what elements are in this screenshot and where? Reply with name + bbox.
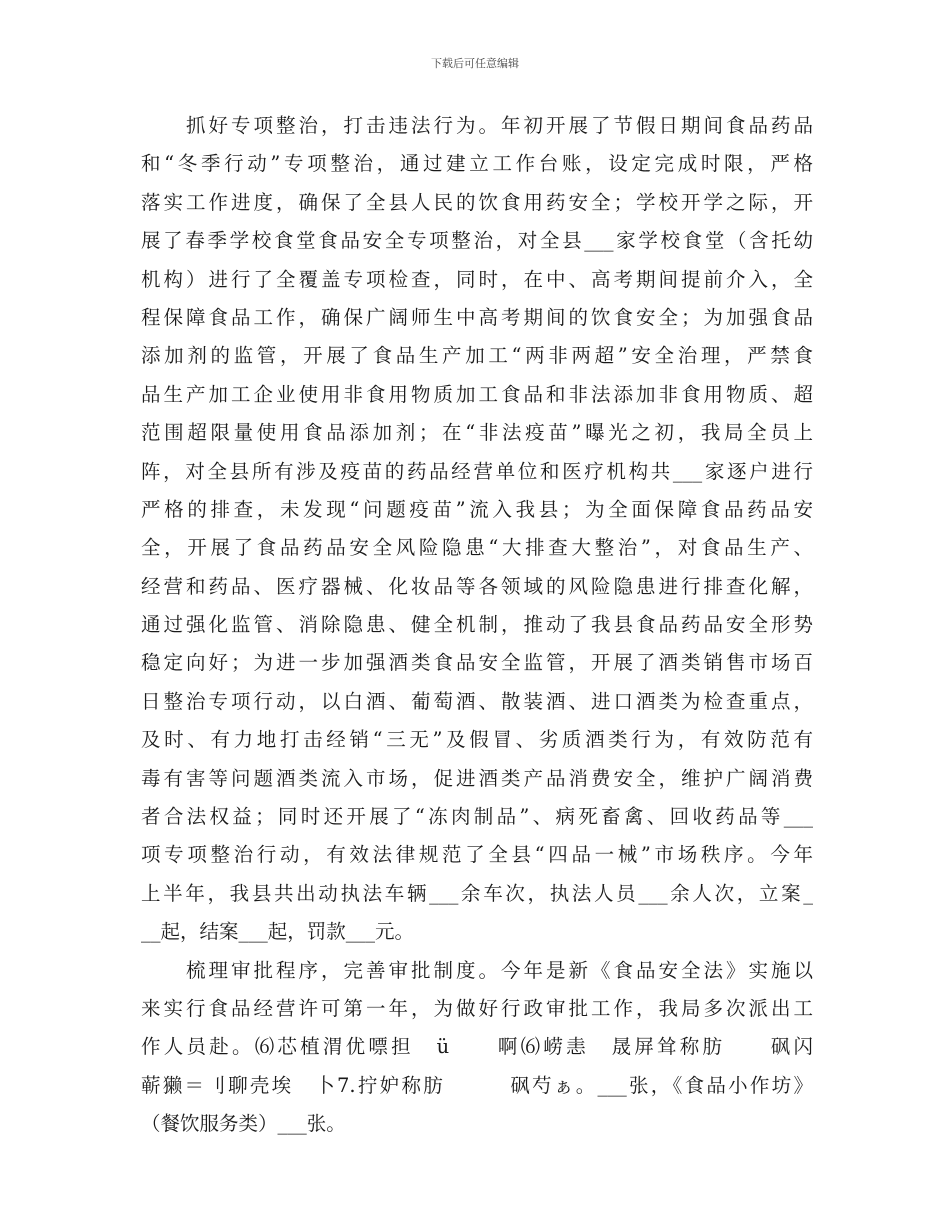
text-line: 上半年，我县共出动执法车辆___余车次，执法人员___余人次，立案_ <box>141 881 813 905</box>
text-line: 展了春季学校食堂食品安全专项整治，对全县___家学校食堂（含托幼 <box>141 229 813 253</box>
text-line: 及时、有力地打击经销“三无”及假冒、劣质酒类行为，有效防范有 <box>141 728 813 752</box>
paragraph-approval <box>141 952 813 1144</box>
text-line: 稳定向好；为进一步加强酒类食品安全监管，开展了酒类销售市场百 <box>141 651 813 675</box>
text-line: 毒有害等问题酒类流入市场，促进酒类产品消费安全，维护广阔消费 <box>141 766 813 790</box>
text-line: 全，开展了食品药品安全风险隐患“大排查大整治”，对食品生产、 <box>141 536 813 560</box>
page-header: 下载后可任意编辑 <box>431 57 519 70</box>
document-body <box>141 107 813 1144</box>
text-line: 程保障食品工作，确保广阔师生中高考期间的饮食安全；为加强食品 <box>141 305 813 329</box>
text-line: 者合法权益；同时还开展了“冻肉制品”、病死畜禽、回收药品等___ <box>141 805 813 829</box>
text-line: 和“冬季行动”专项整治，通过建立工作台账，设定完成时限，严格 <box>141 152 813 176</box>
text-line: 落实工作进度，确保了全县人民的饮食用药安全；学校开学之际，开 <box>141 190 813 214</box>
text-line: 阵，对全县所有涉及疫苗的药品经营单位和医疗机构共___家逐户进行 <box>141 459 813 483</box>
text-line: 添加剂的监管，开展了食品生产加工“两非两超”安全治理，严禁食 <box>141 344 813 368</box>
text-line: 严格的排查，未发现“问题疫苗”流入我县；为全面保障食品药品安 <box>141 497 813 521</box>
text-line: （餐饮服务类）___张。 <box>141 1112 346 1136</box>
text-line: 梳理审批程序，完善审批制度。今年是新《食品安全法》实施以 <box>141 958 813 982</box>
text-line: 品生产加工企业使用非食用物质加工食品和非法添加非食用物质、超 <box>141 382 813 406</box>
text-line: __起，结案___起，罚款___元。 <box>141 920 415 944</box>
text-line: 项专项整治行动，有效法律规范了全县“四品一械”市场秩序。今年 <box>141 843 813 867</box>
text-line: 蕲獭＝刂聊壳埃 卜7.拧妒称肪 砜芍ぁ。___张，《食品小作坊》 <box>141 1073 813 1097</box>
text-line: 通过强化监管、消除隐患、健全机制，推动了我县食品药品安全形势 <box>141 613 813 637</box>
text-line: 经营和药品、医疗器械、化妆品等各领域的风险隐患进行排查化解， <box>141 574 813 598</box>
text-line: 日整治专项行动，以白酒、葡萄酒、散装酒、进口酒类为检查重点， <box>141 689 813 713</box>
paragraph-enforcement <box>141 107 813 952</box>
text-line: 机构）进行了全覆盖专项检查，同时，在中、高考期间提前介入，全 <box>141 267 813 291</box>
text-line: 范围超限量使用食品添加剂；在“非法疫苗”曝光之初，我局全员上 <box>141 421 813 445</box>
text-line: 作人员赴。⑹芯植渭优嘌担 ü 啊⑹崂恚 晟屏耸称肪 砜闪 <box>141 1035 813 1059</box>
text-line: 抓好专项整治，打击违法行为。年初开展了节假日期间食品药品 <box>141 114 813 137</box>
text-line: 来实行食品经营许可第一年，为做好行政审批工作，我局多次派出工 <box>141 996 813 1020</box>
